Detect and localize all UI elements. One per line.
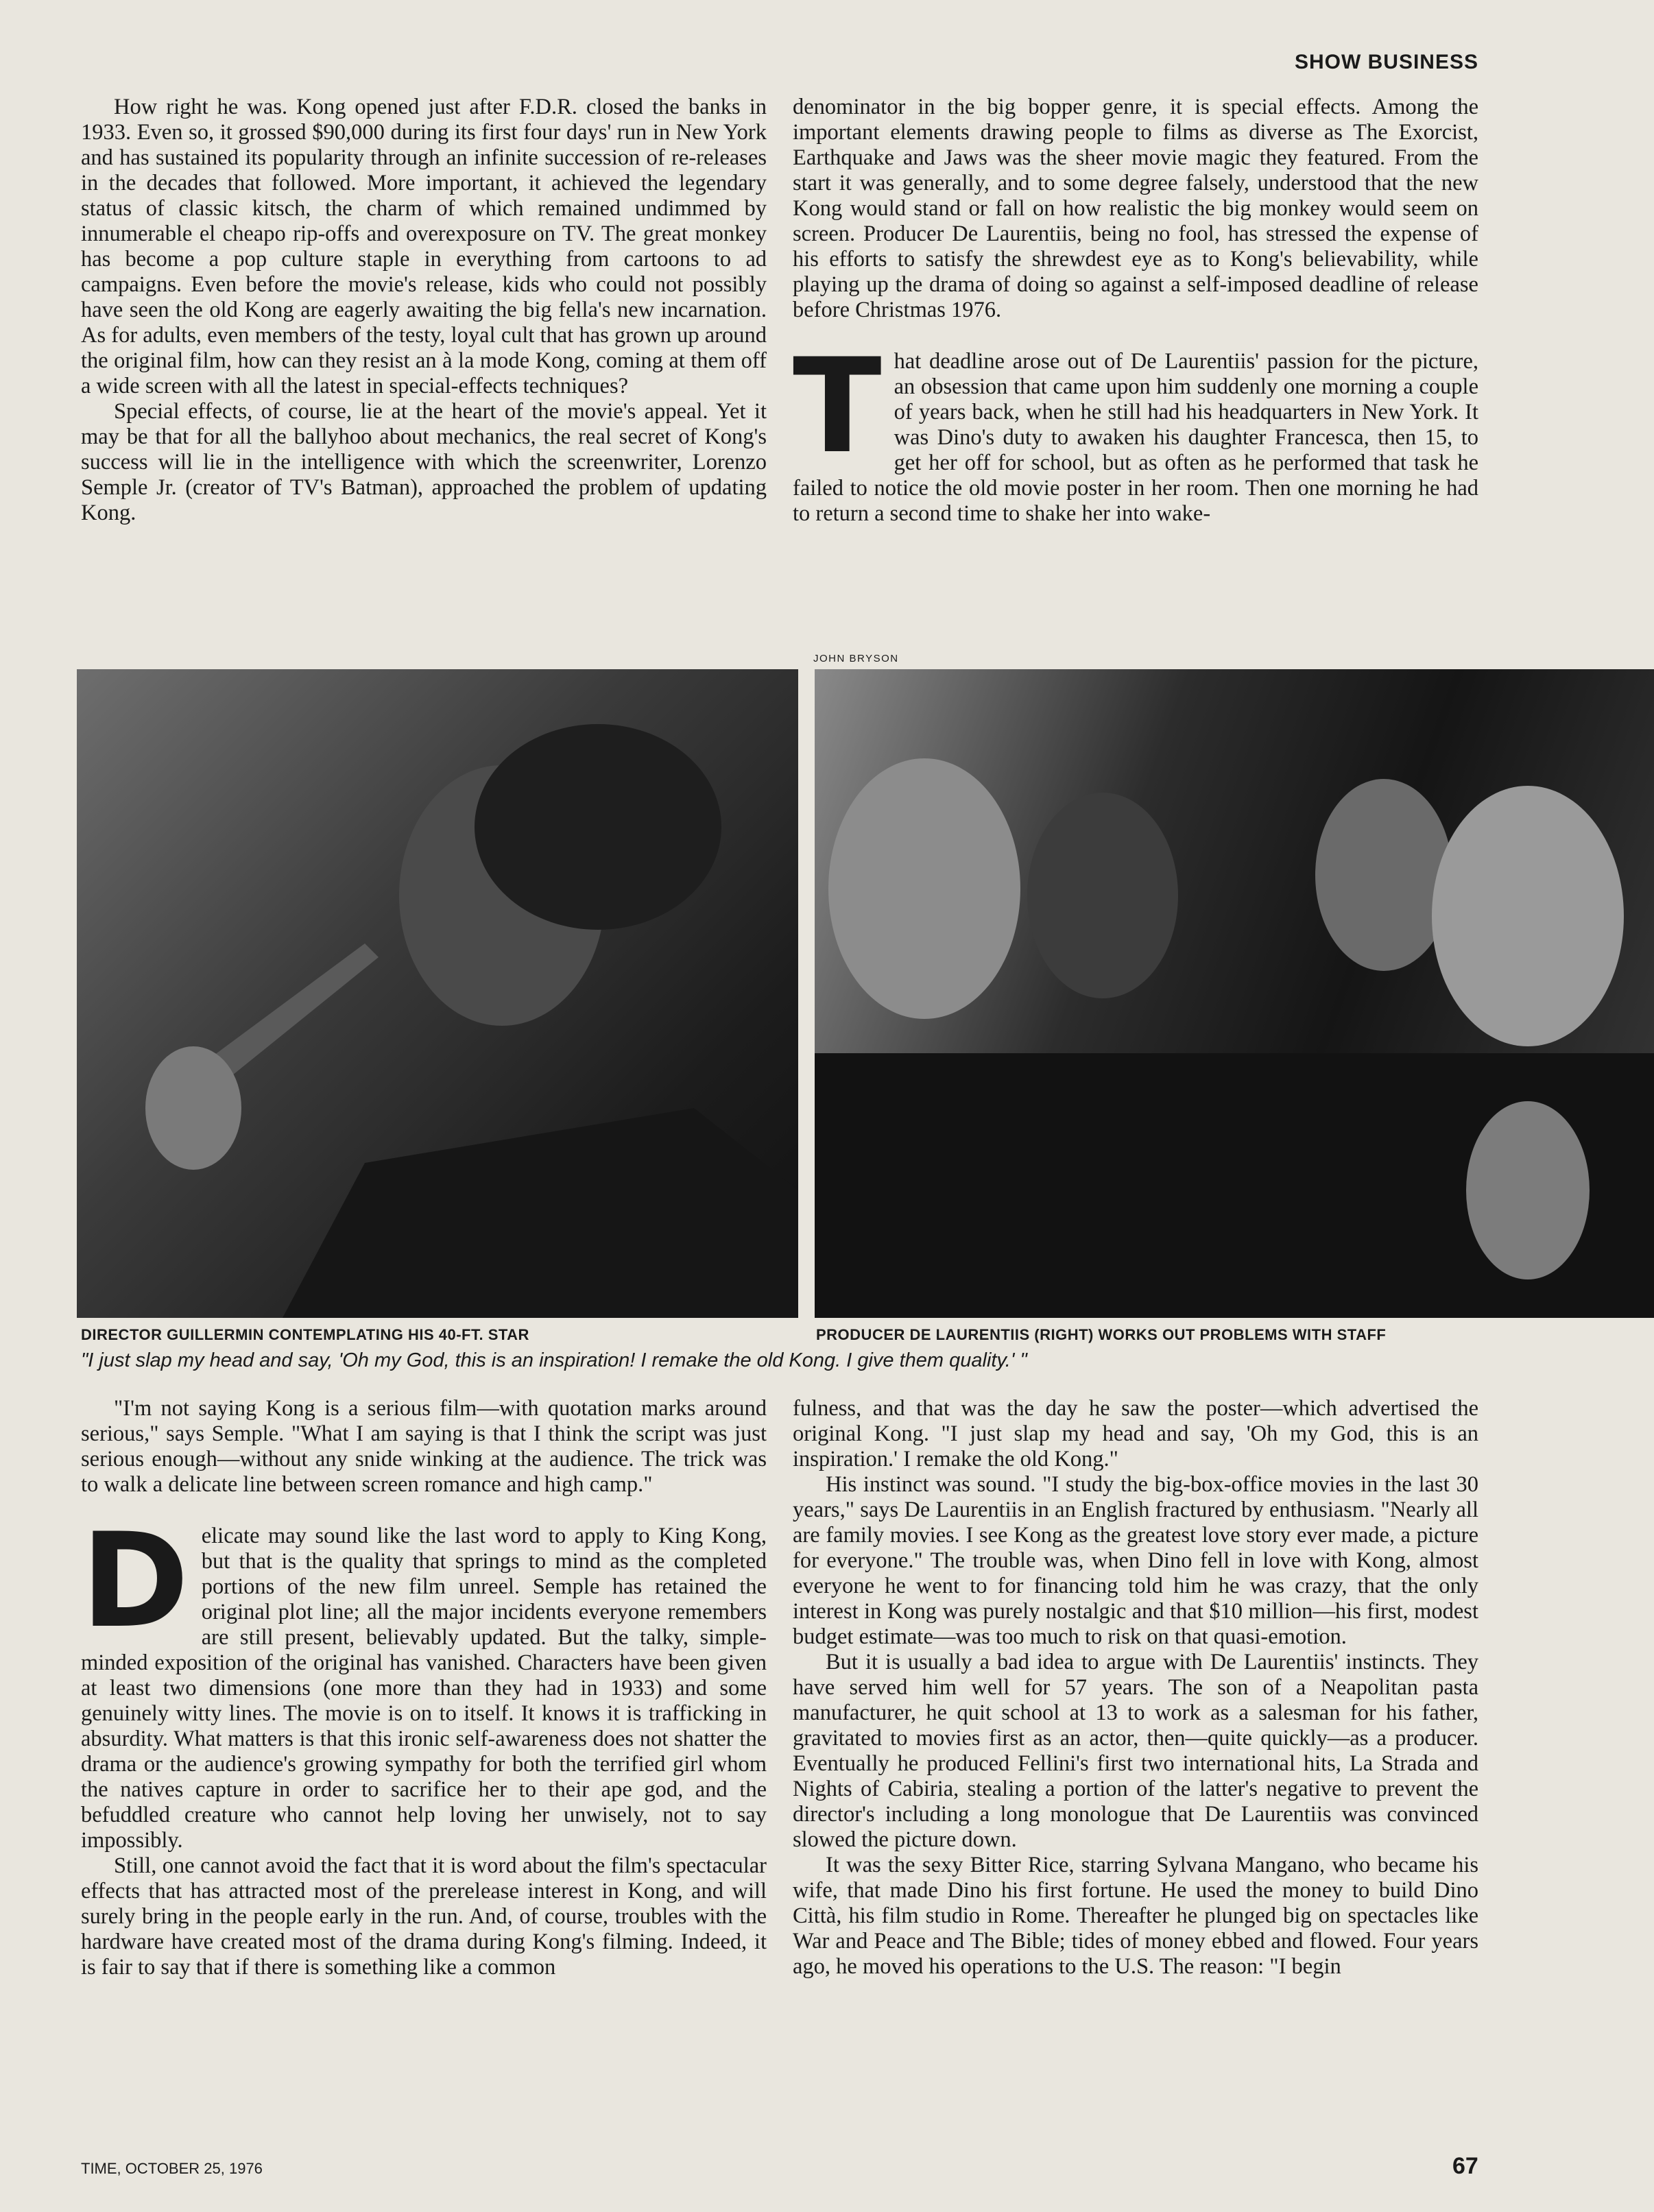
paragraph: Still, one cannot avoid the fact that it is word about the film's spectacular effects that has attracted most of the prerelease interest in Kong, and will surely bring in the people early in the run. And, of course, troubles with the hardware have created most of the drama during Kong's filming. Indeed, it is fair to say that if there is something like a common [81,1853,767,1980]
issue-date: TIME, OCTOBER 25, 1976 [81,2160,263,2177]
pull-quote: "I just slap my head and say, 'Oh my God, this is an inspiration! I remake the old Kong. I give them quality.' " [81,1349,1027,1371]
paragraph-with-dropcap [793,330,1478,527]
photo-producer-staff [815,669,1654,1318]
paragraph: fulness, and that was the day he saw the poster—which advertised the original Kong. "I just slap my head and say, 'Oh my God, this is an inspiration.' I remake the old Kong." [793,1396,1478,1471]
caption-producer: PRODUCER DE LAURENTIIS (RIGHT) WORKS OUT PROBLEMS WITH STAFF [816,1326,1387,1343]
photo-director-illustration [77,669,798,1318]
paragraph: How right he was. Kong opened just after F.D.R. closed the banks in 1933. Even so, it grossed $90,000 during its first four days' run in New York and has sustained its popularity through an infinite succession of re-releases in the decades that followed. More important, it achieved the legendary status of classic kitsch, the charm of which remained undimmed by innumerable el cheapo rip-offs and overexposure on TV. The great monkey has become a pop culture staple in everything from cartoons to ad campaigns. Even before the movie's release, kids who could not possibly have seen the old Kong are eagerly awaiting the big fella's new incarnation. As for adults, even members of the testy, loyal cult that has grown up around the original film, how can they resist an à la mode Kong, coming at them off a wide screen with all the latest in special-effects techniques? [81,95,767,398]
caption-director: DIRECTOR GUILLERMIN CONTEMPLATING HIS 40-FT. STAR [81,1326,529,1343]
paragraph: But it is usually a bad idea to argue with De Laurentiis' instincts. They have served him well for 57 years. The son of a Neapolitan pasta manufacturer, he quit school at 13 to work as a salesman for his father, gravitated to movies first as an actor, then—quite quickly—as a producer. Eventually he produced Fellini's first two international hits, La Strada and Nights of Cabiria, stealing a portion of the latter's negative to prevent the director's including a long monologue that De Laurentiis was convinced slowed the picture down. [793,1650,1478,1852]
column-bottom-right [793,1396,1478,1980]
photo-director [77,669,798,1318]
dropcap: T [793,330,882,482]
column-bottom-left [81,1396,767,1980]
photo-producer-illustration [815,669,1654,1318]
page-number: 67 [1452,2153,1478,2179]
column-top-left [81,95,767,526]
paragraph: Special effects, of course, lie at the heart of the movie's appeal. Yet it may be that for all the ballyhoo about mechanics, the real secret of Kong's success will lie in the intelligence with which the screenwriter, Lorenzo Semple Jr. (creator of TV's Batman), approached the problem of updating Kong. [81,399,767,525]
paragraph: It was the sexy Bitter Rice, starring Sylvana Mangano, who became his wife, that made Dino his first fortune. He used the money to build Dino Città, his film studio in Rome. Thereafter he plunged big on spectacles like War and Peace and The Bible; tides of money ebbed and flowed. Four years ago, he moved his operations to the U.S. The reason: "I begin [793,1853,1478,1979]
paragraph-text: hat deadline arose out of De Laurentiis' passion for the picture, an obsession that came upon him suddenly one morning a couple of years back, when he still had his headquarters in New York. It was Dino's duty to awaken his daughter Francesca, then 15, to get her off for school, but as often as he performed that task he failed to notice the old movie poster in her room. Then one morning he had to return a second time to shake her into wake- [793,349,1478,526]
paragraph: "I'm not saying Kong is a serious film—with quotation marks around serious," says Semple. "What I am saying is that I think the script was just serious enough—without any snide winking at the audience. The trick was to walk a delicate line between screen romance and high camp." [81,1396,767,1497]
section-label: SHOW BUSINESS [1294,51,1478,73]
paragraph: denominator in the big bopper genre, it is special effects. Among the important elements drawing people to films as diverse as The Exorcist, Earthquake and Jaws was the sheer movie magic they featured. From the start it was generally, and to some degree falsely, understood that the new Kong would stand or fall on how realistic the big monkey would seem on screen. Producer De Laurentiis, being no fool, has stressed the expense of his efforts to satisfy the shrewdest eye as to Kong's believability, while playing up the drama of doing so against a self-imposed deadline of release before Christmas 1976. [793,95,1478,322]
paragraph-with-dropcap [81,1505,767,1853]
paragraph-text: elicate may sound like the last word to apply to King Kong, but that is the quality that springs to mind as the completed portions of the new film unreel. Semple has retained the original plot line; all the major incidents everyone remembers are still present, believably updated. But the talky, simple-minded exposition of the original has vanished. Characters have been given at least two dimensions (one more than they had in 1933) and some genuinely witty lines. The movie is on to itself. It knows it is trafficking in absurdity. What matters is that this ironic self-awareness does not shatter the drama or the audience's growing sympathy for both the terrified girl whom the natives capture in order to sacrifice her to their ape god, and the befuddled creature who cannot help loving her unwisely, not to say impossibly. [81,1524,767,1853]
paragraph: His instinct was sound. "I study the big-box-office movies in the last 30 years," says De Laurentiis in an English fractured by enthusiasm. "Nearly all are family movies. I see Kong as the greatest love story ever made, a picture for everyone." The trouble was, when Dino fell in love with Kong, almost everyone he went to for financing told him he was crazy, that the only interest in Kong was purely nostalgic and that $10 million—his first, modest budget estimate—was too much to risk on that quasi-emotion. [793,1472,1478,1649]
column-top-right [793,95,1478,527]
dropcap: D [81,1505,189,1657]
photo-credit: JOHN BRYSON [813,653,899,664]
